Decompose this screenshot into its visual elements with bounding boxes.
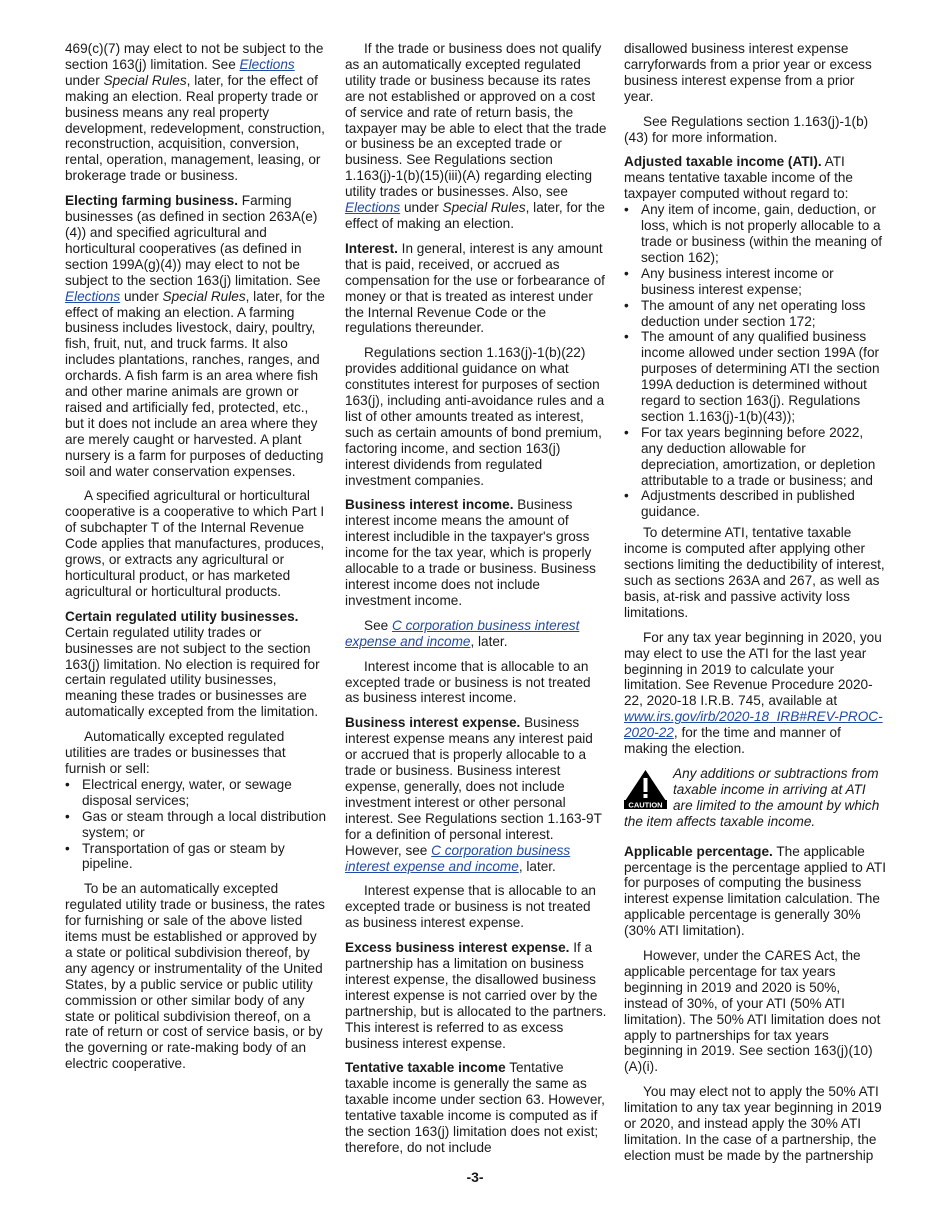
c-corp-interest-link[interactable]: C corporation business interest expense and income: [345, 617, 580, 649]
paragraph: To be an automatically excepted regulated utility trade or business, the rates for furnishing or sale of the above listed items must be established or approved by a state or political subdivision thereof, by any agency or instrumentality of the United States, by a public service or public utility commission or other similar body of any state or political subdivision thereof, on a rate of return or cost of service basis, or by the governing or rate-making body of an electric cooperative.: [65, 881, 325, 1072]
list-item: • Any business interest income or business interest expense;: [624, 266, 886, 298]
elections-link[interactable]: Elections: [65, 288, 121, 304]
list-item: • Any item of income, gain, deduction, or loss, which is not properly allocable to a trade or business (within the meaning of section 162);: [624, 202, 886, 266]
column-3: [624, 41, 886, 1173]
caution-label: CAUTION: [628, 800, 663, 809]
section-heading: Business interest expense.: [345, 715, 521, 731]
paragraph: Interest income that is allocable to an excepted trade or business is not treated as business interest income.: [345, 658, 591, 706]
paragraph: Certain regulated utility businesses. Certain regulated utility trades or businesses are not subject to the section 163(j) limitation. No election is required for certain regulated utility businesses, meaning these trades or businesses are automatically excepted from the limitation.: [65, 609, 327, 720]
paragraph: Applicable percentage. The applicable percentage is the percentage applied to ATI for purposes of computing the business interest expense limitation calculation. The applicable percentage is generally 30% (30% ATI limitation).: [624, 843, 886, 939]
paragraph: A specified agricultural or horticultural cooperative is a cooperative to which Part I of subchapter T of the Internal Revenue Code applies that manufactures, produces, grows, or extracts any agricultural or horticultural product, or has marketed agricultural or horticultural products.: [65, 488, 325, 599]
paragraph: Business interest income. Business interest income means the amount of interest includible in the taxpayer's gross income for the tax year, which is properly allocable to a trade or business. Business interest income does not include investment income.: [345, 497, 596, 608]
elections-link[interactable]: Elections: [345, 200, 401, 216]
paragraph: For any tax year beginning in 2020, you may elect to use the ATI for the last year beginning in 2019 to calculate your limitation. See Revenue Procedure 2020-22, 2020-18 I.R.B. 745, available at www.irs.gov/irb/2020-18_IRB#REV-PROC-2020-22, for the time and manner of making the election.: [624, 629, 883, 757]
paragraph: 469(c)(7) may elect to not be subject to the section 163(j) limitation. See Elections under Special Rules, later, for the effect of making an election. Real property trade or business means any real property development, redevelopment, construction, reconstruction, acquisition, conversion, rental, operation, management, leasing, or brokerage trade or business.: [65, 41, 325, 184]
paragraph: Tentative taxable income Tentative taxable income is generally the same as taxable income under section 63. However, tentative taxable income is computed as if the section 163(j) limitation does not exist; therefore, do not include: [345, 1060, 605, 1155]
paragraph: disallowed business interest expense carryforwards from a prior year or excess business interest expense from a prior year.: [624, 41, 872, 104]
paragraph: See Regulations section 1.163(j)-1(b)(43) for more information.: [624, 113, 869, 145]
section-heading: Business interest income.: [345, 497, 514, 513]
paragraph: Interest expense that is allocable to an excepted trade or business is not treated as business interest expense.: [345, 883, 596, 931]
list-item: • The amount of any qualified business income allowed under section 199A (for purposes of determining ATI the section 199A deduction is determined without regard to section 163(j). Regulations section 1.163(j)-1(b)(43));: [624, 329, 886, 424]
paragraph: You may elect not to apply the 50% ATI limitation to any tax year beginning in 2019 or 2020, and instead apply the 30% ATI limitation. In the case of a partnership, the election must be made by the partnership: [624, 1084, 882, 1163]
paragraph: To determine ATI, tentative taxable income is computed after applying other sections limiting the deductibility of interest, such as sections 263A and 267, as well as basis, at-risk and passive activity loss limitations.: [624, 525, 885, 620]
column-2: [345, 41, 607, 1165]
paragraph: Regulations section 1.163(j)-1(b)(22) provides additional guidance on what constitutes interest for purposes of section 163(j), including anti-avoidance rules and a list of other amounts treated as interest, such as certain amounts of bond premium, factoring income, and section 163(j) interest dividends from regulated investment companies.: [345, 345, 605, 488]
page-number: -3-: [466, 1169, 484, 1185]
c-corp-interest-link[interactable]: C corporation business interest expense and income: [345, 842, 571, 874]
paragraph: Adjusted taxable income (ATI). ATI means tentative taxable income of the taxpayer computed without regard to:: [624, 154, 853, 202]
paragraph: See C corporation business interest expense and income, later.: [345, 617, 580, 649]
irs-rev-proc-link[interactable]: www.irs.gov/irb/2020-18_IRB#REV-PROC-2020-22: [624, 709, 883, 741]
list-item: • Adjustments described in published guidance.: [624, 488, 886, 520]
list-item: • The amount of any net operating loss deduction under section 172;: [624, 298, 886, 330]
list-item: • Gas or steam through a local distribution system; or: [65, 809, 327, 841]
caution-note: [624, 766, 886, 830]
section-heading: Applicable percentage.: [624, 843, 773, 859]
elections-link[interactable]: Elections: [239, 56, 295, 72]
paragraph: Interest. In general, interest is any amount that is paid, received, or accrued as compensation for the use or forbearance of money or that is treated as interest under the Internal Revenue Code or the regulations thereunder.: [345, 240, 605, 336]
list-item: • For tax years beginning before 2022, any deduction allowable for depreciation, amortization, or depletion attributable to a trade or business; and: [624, 425, 886, 489]
caution-icon: [624, 769, 667, 809]
column-1: [65, 41, 327, 1081]
list-item: • Electrical energy, water, or sewage disposal services;: [65, 777, 327, 809]
paragraph: Electing farming business. Farming businesses (as defined in section 263A(e)(4)) and specified agricultural and horticultural cooperatives (as defined in section 199A(g)(4)) may elect to not be subject to the section 163(j) limitation. See Elections under Special Rules, later, for the effect of making an election. A farming business includes livestock, dairy, poultry, fish, fruit, nut, and truck farms. It also includes plantations, ranches, ranges, and orchards. A fish farm is an area where fish and other marine animals are grown or raised and artificially fed, protected, etc., but it does not include an area where they are merely caught or harvested. A plant nursery is a farm for purposes of deducting soil and water conservation expenses.: [65, 193, 325, 479]
list-item: • Transportation of gas or steam by pipeline.: [65, 841, 327, 873]
paragraph: Business interest expense. Business interest expense means any interest paid or accrued that is properly allocable to a trade or business. Business interest expense, generally, does not include investment interest or other personal interest. See Regulations section 1.163-9T for a definition of personal interest. However, see C corporation business interest expense and income, later.: [345, 715, 602, 874]
paragraph: If the trade or business does not qualify as an automatically excepted regulated utility trade or business because its rates are not established or approved on a cost of service and rate of return basis, the taxpayer may be able to elect that the trade or business be an excepted trade or business. See Regulations section 1.163(j)-1(b)(15)(iii)(A) regarding electing utility trades or businesses. Also, see Elections under Special Rules, later, for the effect of making an election.: [345, 41, 607, 231]
caution-text: Any additions or subtractions from taxable income in arriving at ATI are limited to the amount by which the item affects taxable income.: [624, 765, 880, 829]
paragraph: Automatically excepted regulated utilities are trades or businesses that furnish or sell:: [65, 729, 286, 776]
section-heading: Electing farming business.: [65, 193, 238, 209]
section-heading: Tentative taxable income: [345, 1060, 506, 1076]
section-heading: Excess business interest expense.: [345, 940, 570, 956]
section-heading: Certain regulated utility businesses.: [65, 608, 299, 624]
paragraph: Excess business interest expense. If a partnership has a limitation on business interest expense, the disallowed business interest expense is not carried over by the partnership, but is allocated to the partners. This interest is referred to as excess business interest expense.: [345, 940, 607, 1051]
section-heading: Interest.: [345, 240, 398, 256]
section-heading: Adjusted taxable income (ATI).: [624, 154, 822, 170]
paragraph: However, under the CARES Act, the applicable percentage for tax years beginning in 2019 and 2020 is 50%, instead of 30%, of your ATI (50% ATI limitation). The 50% ATI limitation does not apply to partnerships for tax years beginning in 2019. See section 163(j)(10)(A)(i).: [624, 948, 881, 1075]
